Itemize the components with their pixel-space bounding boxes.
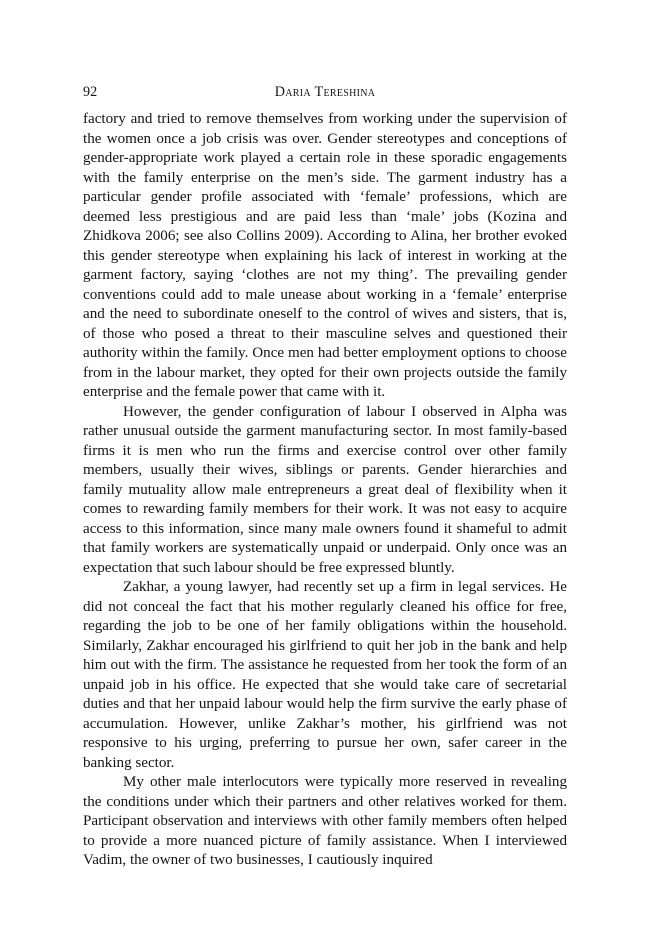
running-head: Daria Tereshina (274, 84, 376, 100)
paragraph-4: My other male interlocutors were typically more reserved in revealing the conditions under which their partners and other relatives worked for them. Participant observation and interviews with other family members often helped to provide a more nuanced picture of family assistance. When I interviewed Vadim, the owner of two businesses, I cautiously inquired (83, 774, 567, 868)
paragraph-3: Zakhar, a young lawyer, had recently set up a firm in legal services. He did not conceal the fact that his mother regularly cleaned his office for free, regarding the job to be one of her family obligations within the household. Similarly, Zakhar encouraged his girlfriend to quit her job in the bank and help him out with the firm. The assistance he requested from her took the form of an unpaid job in his office. He expected that she would take care of secretarial duties and that her unpaid labour would help the firm survive the early phase of accumulation. However, unlike Zakhar’s mother, his girlfriend was not responsive to his urging, preferring to pursue her own, safer career in the banking sector. (83, 579, 567, 771)
body-text (83, 110, 567, 871)
page-header (83, 84, 567, 104)
paragraph-1: factory and tried to remove themselves from working under the supervision of the women once a job crisis was over. Gender stereotypes and conceptions of gender-appropriate work played a certain role in these sporadic engagements with the family enterprise on the men’s side. The garment industry has a particular gender profile associated with ‘female’ professions, which are deemed less prestigious and are paid less than ‘male’ jobs (Kozina and Zhidkova 2006; see also Collins 2009). According to Alina, her brother evoked this gender stereotype when explaining his lack of interest in working at the garment factory, saying ‘clothes are not my thing’. The prevailing gender conventions could add to male unease about working in a ‘female’ enterprise and the need to subordinate oneself to the control of wives and sisters, that is, of those who posed a threat to their masculine selves and questioned their authority within the family. Once men had better employment options to choose from in the labour market, they opted for their own projects outside the family enterprise and the female power that came with it. (83, 111, 567, 400)
paragraph-2: However, the gender configuration of labour I observed in Alpha was rather unusual outside the garment manufacturing sector. In most family-based firms it is men who run the firms and exercise control over other family members, usually their wives, siblings or parents. Gender hierarchies and family mutuality allow male entrepreneurs a great deal of flexibility when it comes to rewarding family members for their work. It was not easy to acquire access to this information, since many male owners found it shameful to admit that family workers are systematically unpaid or underpaid. Only once was an expectation that such labour should be free expressed bluntly. (83, 403, 567, 576)
page-number: 92 (83, 84, 98, 100)
